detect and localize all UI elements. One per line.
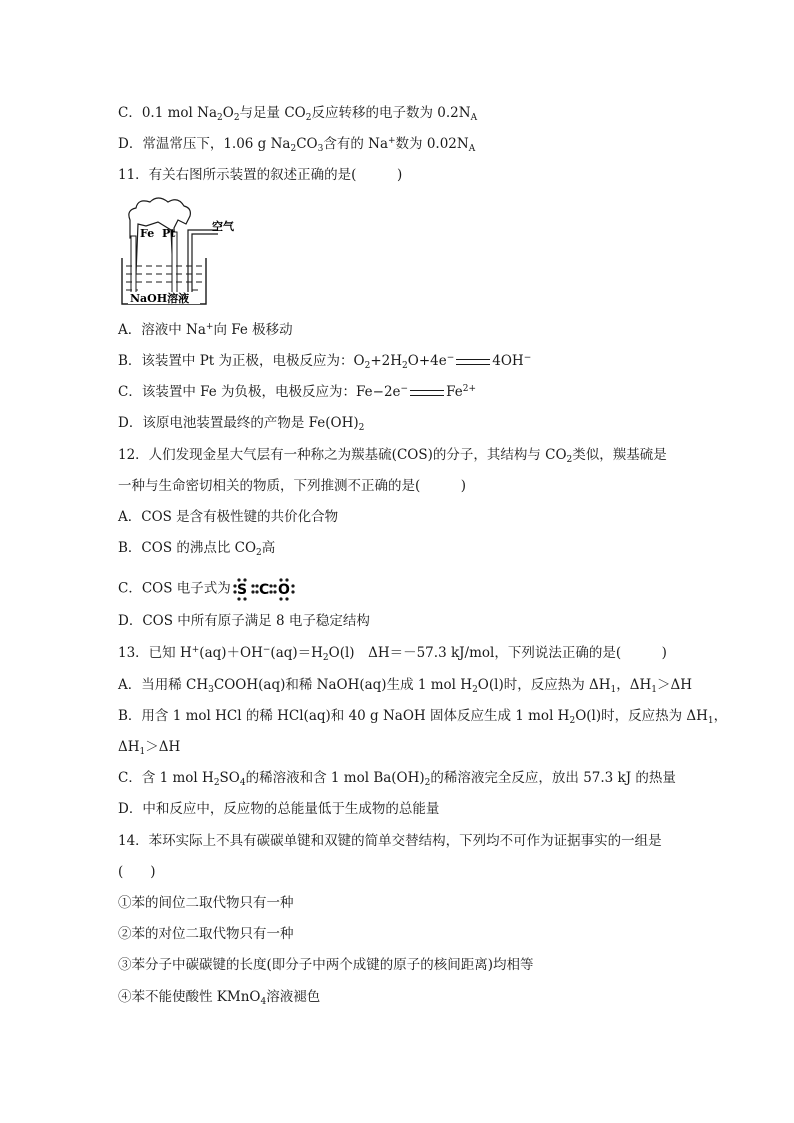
- q14-paren: ( ): [118, 864, 156, 880]
- galvanic-cell-diagram: [118, 196, 244, 308]
- q13-option-a: A．当用稀 $CH_3COOH(aq)$和稀 NaOH(aq)生成 1 mol $H_2O(l)$时，反应热为 $\Delta H_1$，$\Delta H_1>\Delta H$: [118, 677, 693, 695]
- q14-statement-3: ③苯分子中碳碳键的长度(即分子中两个成键的原子的核间距离)均相等: [118, 957, 534, 973]
- q12-stem-line2: 一种与生命密切相关的物质，下列推测不正确的是( ): [118, 478, 467, 494]
- fe-label: Fe: [140, 227, 155, 240]
- pt-label: Pt: [162, 227, 176, 240]
- lewis-c: C: [258, 582, 270, 598]
- q14-statement-4: ④苯不能使酸性 KMnO$_4$溶液褪色: [118, 989, 321, 1007]
- q14-statement-2: ②苯的对位二取代物只有一种: [118, 926, 294, 942]
- q11-option-a: A．溶液中 Na+向 Fe 极移动: [118, 322, 293, 338]
- q14-stem: 14．苯环实际上不具有碳碳单键和双键的简单交替结构，下列均不可作为证据事实的一组是: [118, 833, 662, 849]
- q13-option-b-line2: $\Delta H_1>\Delta H$: [118, 739, 181, 757]
- q12-option-c: C．COS 电子式为 S C O: [118, 576, 301, 602]
- q11-option-d: D．该原电池装置最终的产物是 $Fe(OH)_2$: [118, 415, 365, 433]
- q13-option-d: D．中和反应中，反应物的总能量低于生成物的总能量: [118, 801, 440, 817]
- air-label: 空气: [212, 220, 234, 233]
- cos-lewis-structure: [233, 576, 301, 602]
- lewis-o: O: [277, 582, 290, 598]
- q11-stem: 11．有关右图所示装置的叙述正确的是( ): [118, 167, 403, 183]
- q12-option-d: D．COS 中所有原子满足 8 电子稳定结构: [118, 613, 370, 629]
- q13-stem: 13．已知 $H^+(aq)+OH^-(aq)=H_2O(l)$ ΔH＝－57.3 kJ/mol，下列说法正确的是( ): [118, 645, 667, 663]
- equals-arrow: [410, 390, 444, 396]
- naoh-solution-label: NaOH溶液: [130, 292, 190, 305]
- q12-stem-line1: 12．人们发现金星大气层有一种称之为羰基硫(COS)的分子，其结构与 $CO_2$类似，羰基硫是: [118, 447, 667, 465]
- q11-option-b: B．该装置中 Pt 为正极，电极反应为：$O_2+2H_2O+4e^-$ 4OH−: [118, 353, 532, 371]
- q12-option-a: A．COS 是含有极性键的共价化合物: [118, 509, 339, 525]
- q14-statement-1: ①苯的间位二取代物只有一种: [118, 895, 294, 911]
- q11-option-c: C．该装置中 Fe 为负极，电极反应为：Fe−2e− $Fe^{2+}$: [118, 384, 476, 400]
- q13-option-b-line1: B．用含 1 mol HCl 的稀 HCl(aq)和 40 g NaOH 固体反应生成 1 mol $H_2O(l)$时，反应热为 $\Delta H_1$，: [118, 708, 728, 726]
- equals-arrow: [456, 359, 490, 365]
- q12-option-b: B．COS 的沸点比 $CO_2$高: [118, 540, 276, 558]
- lewis-s: S: [236, 582, 247, 598]
- q10-option-c: C．0.1 mol $Na_2O_2$与足量 $CO_2$反应转移的电子数为 $0.2N_A$: [118, 105, 478, 123]
- q13-option-c: C．含 1 mol $H_2SO_4$的稀溶液和含 1 mol $Ba(OH)_2$的稀溶液完全反应，放出 57.3 kJ 的热量: [118, 770, 676, 788]
- q10-option-d: D．常温常压下，1.06 g $Na_2CO_3$含有的 Na+数为 $0.02N_A$: [118, 136, 476, 154]
- galvanic-cell-svg: [118, 196, 244, 308]
